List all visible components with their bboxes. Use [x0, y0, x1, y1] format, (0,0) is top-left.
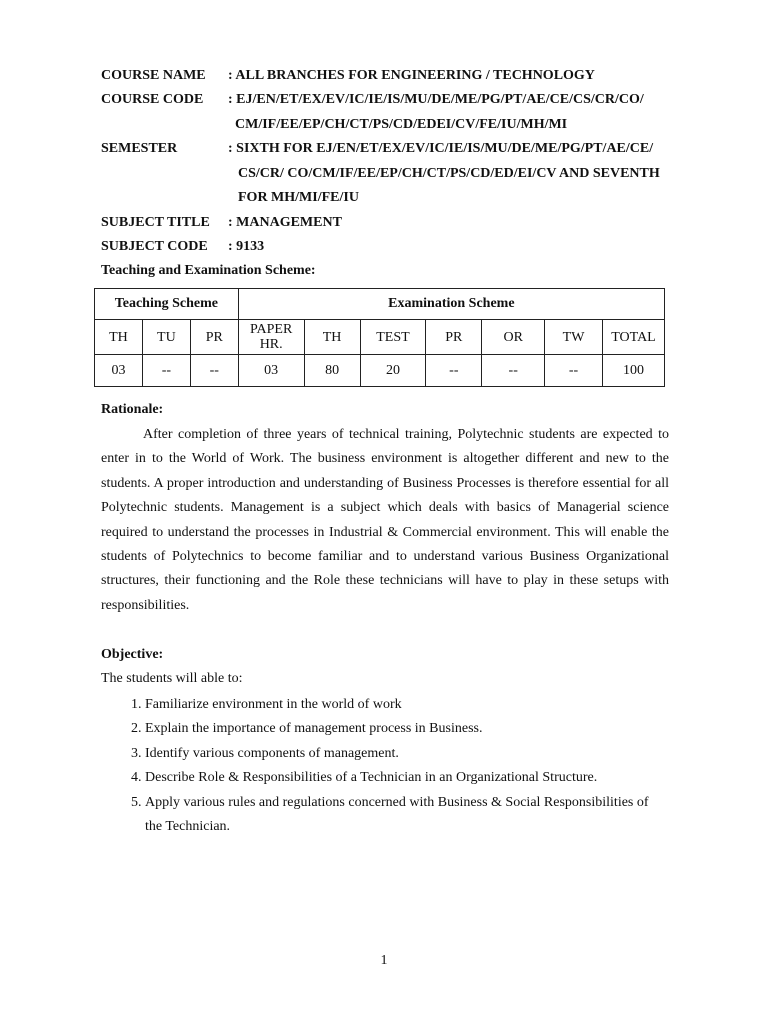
scheme-table	[94, 288, 665, 387]
subject-code-value: : 9133	[228, 239, 265, 254]
course-code-label: COURSE CODE	[101, 92, 204, 107]
column-header: TEST	[360, 320, 426, 355]
list-item: 4. Describe Role & Responsibilities of a Technician in an Organizational Structure.	[145, 766, 668, 790]
column-header: TW	[545, 320, 603, 355]
column-header: OR	[482, 320, 545, 355]
hr-label: HR.	[259, 337, 283, 352]
list-item: 5. Apply various rules and regulations concerned with Business & Social Responsibilities of the Technician.	[145, 791, 668, 840]
column-header: TOTAL	[603, 320, 665, 355]
table-cell: --	[142, 355, 190, 387]
subject-code-row	[101, 239, 264, 255]
table-cell: --	[190, 355, 238, 387]
table-cell: 100	[603, 355, 665, 387]
course-name-value: : ALL BRANCHES FOR ENGINEERING / TECHNOLOGY	[228, 68, 595, 83]
semester-label: SEMESTER	[101, 141, 178, 156]
table-cell: 80	[304, 355, 360, 387]
rationale-text: After completion of three years of technical training, Polytechnic students are expected to enter in to the World of Work. The business environment is altogether different and new to the students. A proper introduction and understanding of Business Processes is therefore essential for all Polytechnic students. Management is a subject which deals with basics of Managerial science required to understand the processes in Industrial & Commercial environment. This will enable the students of Polytechnics to become familiar and to understand various Business Organizational structures, their functioning and the Role these technicians will have to play in these setups with responsibilities.	[101, 427, 669, 613]
list-item: 2. Explain the importance of management process in Business.	[145, 717, 668, 741]
teaching-scheme-header: Teaching Scheme	[95, 289, 239, 320]
subject-title-row	[101, 215, 342, 231]
scheme-header-row	[95, 289, 665, 320]
column-header: PR	[190, 320, 238, 355]
semester-row	[101, 141, 653, 157]
table-cell: 20	[360, 355, 426, 387]
table-cell: 03	[238, 355, 304, 387]
objective-heading: Objective:	[101, 647, 164, 662]
semester-value: : SIXTH FOR EJ/EN/ET/EX/EV/IC/IE/IS/MU/DE/ME/PG/PT/AE/CE/	[228, 141, 654, 156]
column-header-paper-hr	[238, 320, 304, 355]
column-header: TU	[142, 320, 190, 355]
paper-label: PAPER	[250, 322, 293, 337]
table-cell: --	[482, 355, 545, 387]
scheme-title: Teaching and Examination Scheme:	[101, 263, 316, 278]
course-name-row	[101, 68, 595, 84]
semester-continuation-1: CS/CR/ CO/CM/IF/EE/EP/CH/CT/PS/CD/ED/EI/CV AND SEVENTH	[238, 166, 660, 181]
course-name-label: COURSE NAME	[101, 68, 206, 83]
subject-title-value: : MANAGEMENT	[228, 215, 342, 230]
rationale-heading: Rationale:	[101, 402, 164, 417]
course-code-row	[101, 92, 644, 108]
list-item: 1. Familiarize environment in the world of work	[145, 693, 668, 717]
table-cell: 03	[95, 355, 143, 387]
rationale-paragraph	[101, 423, 669, 618]
subject-code-label: SUBJECT CODE	[101, 239, 208, 254]
course-code-value: : EJ/EN/ET/EX/EV/IC/IE/IS/MU/DE/ME/PG/PT/AE/CE/CS/CR/CO/	[228, 92, 644, 107]
table-cell: --	[545, 355, 603, 387]
objective-intro: The students will able to:	[101, 671, 243, 686]
column-header: TH	[304, 320, 360, 355]
examination-scheme-header: Examination Scheme	[238, 289, 664, 320]
objective-list	[100, 693, 668, 839]
course-code-continuation: CM/IF/EE/EP/CH/CT/PS/CD/EDEI/CV/FE/IU/MH/MI	[235, 117, 568, 132]
scheme-values-row	[95, 355, 665, 387]
table-cell: --	[426, 355, 482, 387]
page-number: 1	[380, 953, 388, 968]
scheme-columns-row	[95, 320, 665, 355]
subject-title-label: SUBJECT TITLE	[101, 215, 210, 230]
list-item: 3. Identify various components of management.	[145, 742, 668, 766]
semester-continuation-2: FOR MH/MI/FE/IU	[238, 190, 359, 205]
column-header: PR	[426, 320, 482, 355]
column-header: TH	[95, 320, 143, 355]
